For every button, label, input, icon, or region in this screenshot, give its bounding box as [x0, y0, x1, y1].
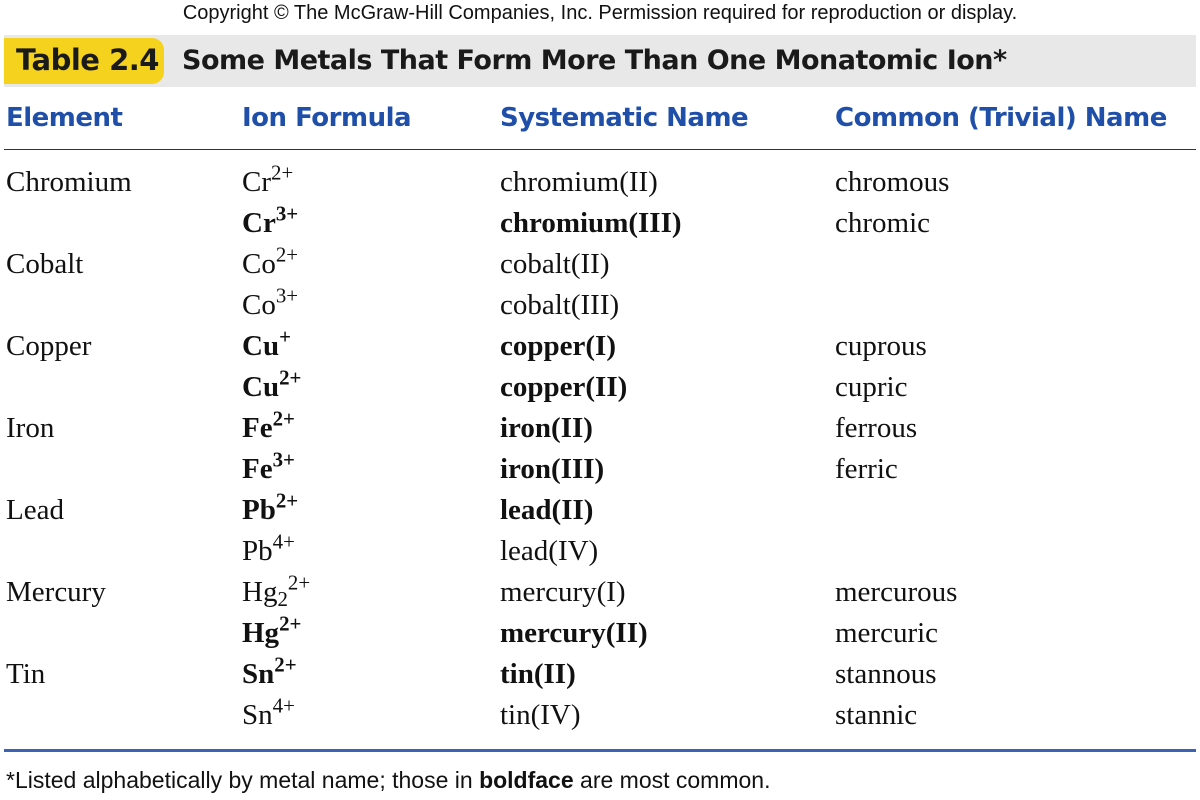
element-name: Cobalt — [6, 248, 84, 280]
element-name: Lead — [6, 494, 64, 526]
ion-charge: 2+ — [279, 365, 302, 390]
header-element: Element — [6, 103, 123, 133]
ion-formula — [242, 160, 294, 198]
ion-symbol: Cr — [242, 166, 271, 198]
ion-symbol: Sn — [242, 658, 275, 690]
ion-symbol: Cu — [242, 330, 280, 362]
ion-symbol: Hg — [242, 576, 278, 608]
ion-charge: 3+ — [275, 283, 299, 308]
copyright-notice: Copyright © The McGraw-Hill Companies, Inc. Permission required for reproduction or display. — [182, 2, 1018, 24]
ion-charge: 2+ — [271, 160, 294, 185]
header-common-name: Common (Trivial) Name — [835, 103, 1167, 133]
element-name: Mercury — [6, 576, 106, 608]
common-name: mercurous — [835, 576, 958, 608]
common-name: stannic — [835, 699, 918, 731]
footnote-text-after: are most common. — [573, 767, 771, 793]
ion-symbol: Co — [242, 248, 276, 280]
ion-formula — [242, 365, 302, 403]
common-name: ferrous — [835, 412, 918, 444]
table-title-bar — [4, 35, 1196, 87]
common-name: stannous — [835, 658, 937, 690]
ion-symbol: Fe — [242, 412, 273, 444]
ion-charge: 2+ — [279, 611, 302, 636]
ion-charge: 3+ — [275, 201, 299, 226]
element-name: Copper — [6, 330, 92, 362]
ion-subscript: 2 — [277, 587, 288, 612]
common-name: ferric — [835, 453, 898, 485]
systematic-name: copper(II) — [500, 371, 628, 403]
ion-formula — [242, 406, 295, 444]
ion-charge: + — [279, 324, 291, 349]
ion-charge: 2+ — [287, 570, 311, 595]
header-ion-formula: Ion Formula — [242, 103, 412, 133]
systematic-name: mercury(I) — [500, 576, 626, 608]
element-name: Chromium — [6, 166, 132, 198]
ion-symbol: Cu — [242, 371, 280, 403]
ion-symbol: Hg — [242, 617, 280, 649]
systematic-name: iron(II) — [500, 412, 593, 444]
common-name: mercuric — [835, 617, 939, 649]
common-name: cupric — [835, 371, 908, 403]
ion-formula — [242, 611, 302, 649]
element-name: Iron — [6, 412, 55, 444]
common-name: chromic — [835, 207, 931, 239]
systematic-name: cobalt(II) — [500, 248, 610, 280]
ion-formula — [242, 201, 299, 239]
common-name: cuprous — [835, 330, 927, 362]
ion-symbol: Pb — [242, 494, 276, 526]
ion-charge: 3+ — [272, 447, 295, 472]
ion-formula — [242, 283, 299, 321]
systematic-name: lead(II) — [500, 494, 594, 526]
systematic-name: chromium(II) — [500, 166, 658, 198]
systematic-name: copper(I) — [500, 330, 616, 362]
ion-symbol: Co — [242, 289, 276, 321]
common-name: chromous — [835, 166, 950, 198]
footnote-text-before: *Listed alphabetically by metal name; those in — [6, 767, 480, 793]
ion-symbol: Cr — [242, 207, 276, 239]
ion-charge: 4+ — [272, 529, 295, 554]
footnote — [6, 767, 770, 794]
ion-formula — [242, 529, 295, 567]
systematic-name: lead(IV) — [500, 535, 599, 567]
systematic-name: tin(IV) — [500, 699, 581, 731]
footnote-emphasis: boldface — [479, 767, 574, 793]
systematic-name: mercury(II) — [500, 617, 648, 649]
table-label: Table 2.4 — [16, 43, 159, 77]
ion-charge: 2+ — [274, 652, 297, 677]
ion-charge: 2+ — [272, 406, 295, 431]
ion-charge: 4+ — [272, 693, 295, 718]
table-bottom-rule — [4, 749, 1196, 752]
ion-symbol: Sn — [242, 699, 273, 731]
ion-formula — [242, 570, 311, 612]
systematic-name: cobalt(III) — [500, 289, 620, 321]
ion-formula — [242, 324, 291, 362]
ion-symbol: Pb — [242, 535, 273, 567]
ion-formula — [242, 488, 299, 526]
header-divider — [4, 149, 1196, 150]
table-label-tag — [4, 38, 164, 84]
systematic-name: chromium(III) — [500, 207, 682, 239]
ion-charge: 2+ — [275, 488, 299, 513]
header-systematic-name: Systematic Name — [500, 103, 749, 133]
ion-formula — [242, 652, 297, 690]
ion-formula — [242, 242, 299, 280]
ion-charge: 2+ — [275, 242, 299, 267]
element-name: Tin — [6, 658, 46, 690]
systematic-name: iron(III) — [500, 453, 605, 485]
ion-symbol: Fe — [242, 453, 273, 485]
table-title: Some Metals That Form More Than One Monatomic Ion* — [182, 45, 1007, 76]
ion-formula — [242, 693, 295, 731]
systematic-name: tin(II) — [500, 658, 576, 690]
ion-formula — [242, 447, 295, 485]
